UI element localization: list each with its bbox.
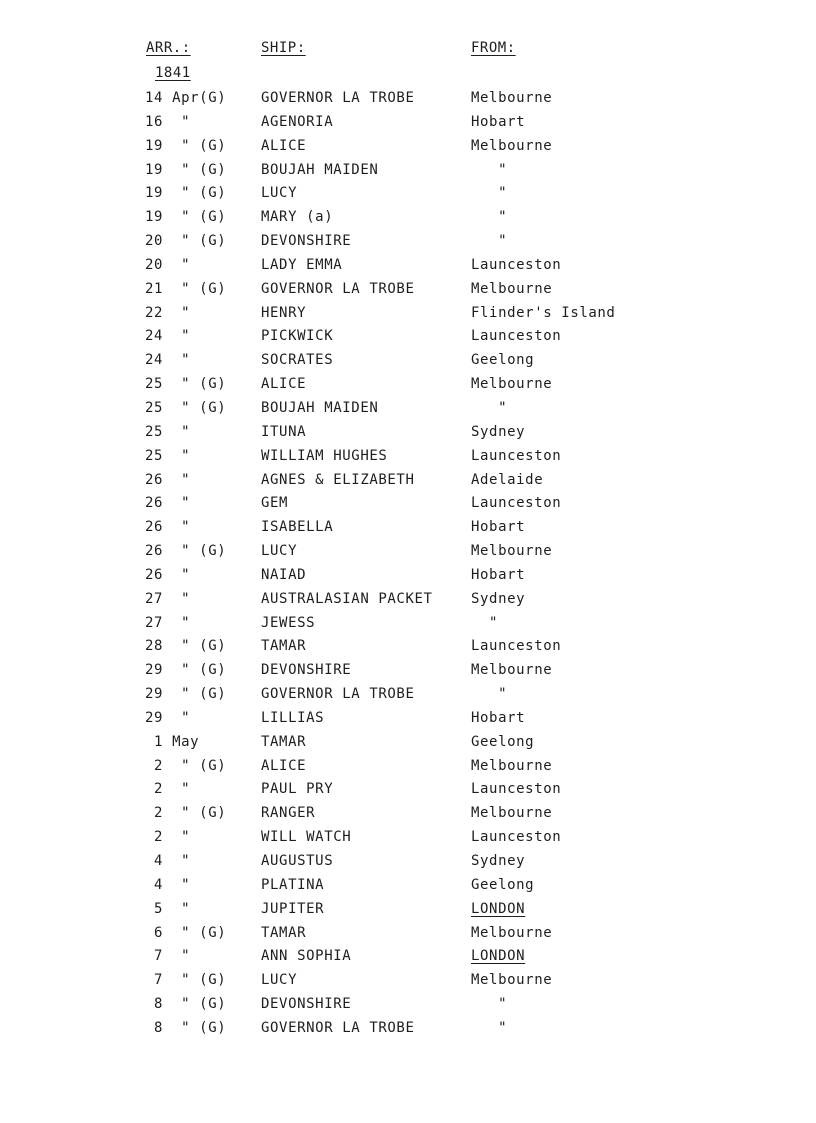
origin-port: " bbox=[471, 996, 508, 1013]
table-row bbox=[0, 898, 816, 922]
arrival-date: 20 " (G) bbox=[145, 233, 227, 250]
ship-name: DEVONSHIRE bbox=[261, 233, 352, 250]
origin-port: Melbourne bbox=[471, 972, 553, 989]
arrival-date: 26 " bbox=[145, 566, 191, 583]
origin-port: Melbourne bbox=[471, 376, 553, 393]
arrival-date: 26 " (G) bbox=[145, 543, 227, 560]
origin-port: " bbox=[471, 1019, 508, 1036]
origin-port: Melbourne bbox=[471, 662, 553, 679]
ship-name: LUCY bbox=[261, 185, 298, 202]
header-from: FROM: bbox=[471, 40, 516, 56]
ship-name: ALICE bbox=[261, 376, 307, 393]
table-row bbox=[0, 588, 816, 612]
table-row bbox=[0, 373, 816, 397]
arrival-date: 2 " bbox=[145, 781, 191, 798]
arrival-date: 26 " bbox=[145, 519, 191, 536]
header-ship: SHIP: bbox=[261, 40, 306, 56]
table-row bbox=[0, 135, 816, 159]
arrival-date: 19 " (G) bbox=[145, 185, 227, 202]
ship-name: ALICE bbox=[261, 137, 307, 154]
arrival-date: 25 " bbox=[145, 423, 191, 440]
origin-port: Melbourne bbox=[471, 137, 553, 154]
origin-port: " bbox=[471, 614, 499, 631]
ship-name: HENRY bbox=[261, 304, 307, 321]
table-row bbox=[0, 755, 816, 779]
arrival-date: 19 " (G) bbox=[145, 209, 227, 226]
ship-name: RANGER bbox=[261, 805, 316, 822]
origin-port: Geelong bbox=[471, 352, 535, 369]
arrival-date: 6 " (G) bbox=[145, 924, 227, 941]
arrival-date: 19 " (G) bbox=[145, 137, 227, 154]
ship-name: TAMAR bbox=[261, 924, 307, 941]
header-arrival: ARR.: bbox=[146, 40, 191, 56]
table-row bbox=[0, 302, 816, 326]
ship-name: GEM bbox=[261, 495, 289, 512]
origin-port: " bbox=[471, 161, 508, 178]
table-row bbox=[0, 469, 816, 493]
table-row bbox=[0, 278, 816, 302]
ship-name: ISABELLA bbox=[261, 519, 334, 536]
origin-port: Adelaide bbox=[471, 471, 544, 488]
table-row bbox=[0, 349, 816, 373]
ship-name: DEVONSHIRE bbox=[261, 996, 352, 1013]
origin-port: Geelong bbox=[471, 876, 535, 893]
origin-port: Melbourne bbox=[471, 280, 553, 297]
ship-name: AUGUSTUS bbox=[261, 853, 334, 869]
ship-name: ALICE bbox=[261, 757, 307, 774]
ship-name: TAMAR bbox=[261, 733, 307, 750]
origin-port: Hobart bbox=[471, 519, 526, 536]
origin-port: Launceston bbox=[471, 495, 562, 512]
origin-port: Melbourne bbox=[471, 543, 553, 560]
ship-name: MARY (a) bbox=[261, 209, 334, 226]
arrival-date: 25 " (G) bbox=[145, 376, 227, 393]
table-row bbox=[0, 778, 816, 802]
table-row bbox=[0, 659, 816, 683]
ship-name: TAMAR bbox=[261, 638, 307, 655]
arrival-date: 26 " bbox=[145, 471, 191, 488]
origin-port: " bbox=[471, 185, 508, 202]
ship-name: GOVERNOR LA TROBE bbox=[261, 686, 415, 703]
arrival-date: 28 " (G) bbox=[145, 638, 227, 655]
ship-name: GOVERNOR LA TROBE bbox=[261, 280, 415, 297]
ship-name: LUCY bbox=[261, 543, 298, 560]
table-row bbox=[0, 922, 816, 946]
origin-port: LONDON bbox=[471, 900, 526, 917]
table-row bbox=[0, 635, 816, 659]
arrival-date: 25 " bbox=[145, 447, 191, 464]
table-row bbox=[0, 1017, 816, 1041]
arrival-date: 29 " (G) bbox=[145, 686, 227, 703]
table-row bbox=[0, 707, 816, 731]
ship-name: GOVERNOR LA TROBE bbox=[261, 1019, 415, 1036]
table-row bbox=[0, 874, 816, 898]
ship-name: GOVERNOR LA TROBE bbox=[261, 90, 415, 106]
table-row bbox=[0, 564, 816, 588]
table-row bbox=[0, 397, 816, 421]
year-heading: 1841 bbox=[155, 65, 191, 81]
ship-name: LADY EMMA bbox=[261, 256, 343, 273]
table-row bbox=[0, 182, 816, 206]
ship-name: LUCY bbox=[261, 972, 298, 989]
origin-port: Launceston bbox=[471, 447, 562, 464]
ship-name: DEVONSHIRE bbox=[261, 662, 352, 679]
arrival-date: 20 " bbox=[145, 256, 191, 273]
table-row bbox=[0, 540, 816, 564]
arrival-date: 27 " bbox=[145, 590, 191, 607]
arrival-date: 14 Apr(G) bbox=[145, 90, 227, 106]
arrival-date: 2 " bbox=[145, 829, 191, 846]
origin-port: Hobart bbox=[471, 566, 526, 583]
origin-port: Melbourne bbox=[471, 757, 553, 774]
origin-port: Melbourne bbox=[471, 805, 553, 822]
ship-name: BOUJAH MAIDEN bbox=[261, 399, 379, 416]
arrival-date: 19 " (G) bbox=[145, 161, 227, 178]
origin-port: " bbox=[471, 233, 508, 250]
ship-name: PAUL PRY bbox=[261, 781, 334, 798]
arrival-date: 8 " (G) bbox=[145, 1019, 227, 1036]
origin-port: Sydney bbox=[471, 853, 526, 869]
table-row bbox=[0, 993, 816, 1017]
arrival-date: 7 " (G) bbox=[145, 972, 227, 989]
origin-port: LONDON bbox=[471, 948, 526, 965]
arrival-date: 29 " bbox=[145, 709, 191, 726]
ship-name: NAIAD bbox=[261, 566, 307, 583]
arrival-date: 4 " bbox=[145, 853, 191, 869]
table-row bbox=[0, 421, 816, 445]
origin-port: Launceston bbox=[471, 638, 562, 655]
table-row bbox=[0, 516, 816, 540]
arrival-date: 2 " (G) bbox=[145, 805, 227, 822]
table-row bbox=[0, 802, 816, 826]
arrival-date: 2 " (G) bbox=[145, 757, 227, 774]
origin-port: Sydney bbox=[471, 590, 526, 607]
origin-port: Melbourne bbox=[471, 924, 553, 941]
origin-port: Melbourne bbox=[471, 90, 553, 106]
origin-port: Launceston bbox=[471, 328, 562, 345]
ship-name: ITUNA bbox=[261, 423, 307, 440]
table-row bbox=[0, 159, 816, 183]
ship-name: WILL WATCH bbox=[261, 829, 352, 846]
arrival-date: 25 " (G) bbox=[145, 399, 227, 416]
ship-name: JUPITER bbox=[261, 900, 325, 917]
origin-port: " bbox=[471, 686, 508, 703]
table-row bbox=[0, 445, 816, 469]
ship-name: JEWESS bbox=[261, 614, 316, 631]
origin-port: Launceston bbox=[471, 829, 562, 846]
table-row bbox=[0, 206, 816, 230]
table-row bbox=[0, 254, 816, 278]
table-row bbox=[0, 850, 816, 874]
origin-port: " bbox=[471, 209, 508, 226]
arrival-date: 22 " bbox=[145, 304, 191, 321]
ship-name: SOCRATES bbox=[261, 352, 334, 369]
ship-name: BOUJAH MAIDEN bbox=[261, 161, 379, 178]
origin-port: Sydney bbox=[471, 423, 526, 440]
table-row bbox=[0, 492, 816, 516]
table-row bbox=[0, 731, 816, 755]
ship-name: PLATINA bbox=[261, 876, 325, 893]
table-row bbox=[0, 683, 816, 707]
origin-port: Launceston bbox=[471, 256, 562, 273]
table-row bbox=[0, 111, 816, 135]
origin-port: Flinder's Island bbox=[471, 304, 616, 321]
origin-port: Hobart bbox=[471, 113, 526, 130]
arrival-date: 1 May bbox=[145, 733, 200, 750]
arrival-date: 7 " bbox=[145, 948, 191, 965]
arrival-date: 29 " (G) bbox=[145, 662, 227, 679]
arrival-date: 26 " bbox=[145, 495, 191, 512]
table-row bbox=[0, 612, 816, 636]
arrival-date: 21 " (G) bbox=[145, 280, 227, 297]
table-row bbox=[0, 945, 816, 969]
ship-name: ANN SOPHIA bbox=[261, 948, 352, 965]
arrival-date: 4 " bbox=[145, 876, 191, 893]
arrival-date: 27 " bbox=[145, 614, 191, 631]
table-row bbox=[0, 826, 816, 850]
table-row bbox=[0, 325, 816, 349]
arrival-date: 8 " (G) bbox=[145, 996, 227, 1013]
ship-name: WILLIAM HUGHES bbox=[261, 447, 388, 464]
origin-port: " bbox=[471, 399, 508, 416]
table-row bbox=[0, 87, 816, 111]
ship-name: LILLIAS bbox=[261, 709, 325, 726]
arrivals-list bbox=[0, 87, 816, 1041]
arrival-date: 5 " bbox=[145, 900, 191, 917]
ship-name: AGENORIA bbox=[261, 113, 334, 130]
origin-port: Hobart bbox=[471, 709, 526, 726]
table-row bbox=[0, 230, 816, 254]
ship-name: PICKWICK bbox=[261, 328, 334, 345]
arrival-date: 24 " bbox=[145, 328, 191, 345]
ship-name: AGNES & ELIZABETH bbox=[261, 471, 415, 488]
arrival-date: 16 " bbox=[145, 113, 191, 130]
ship-name: AUSTRALASIAN PACKET bbox=[261, 590, 433, 607]
origin-port: Launceston bbox=[471, 781, 562, 798]
column-headers bbox=[0, 40, 816, 62]
arrival-date: 24 " bbox=[145, 352, 191, 369]
origin-port: Geelong bbox=[471, 733, 535, 750]
table-row bbox=[0, 969, 816, 993]
